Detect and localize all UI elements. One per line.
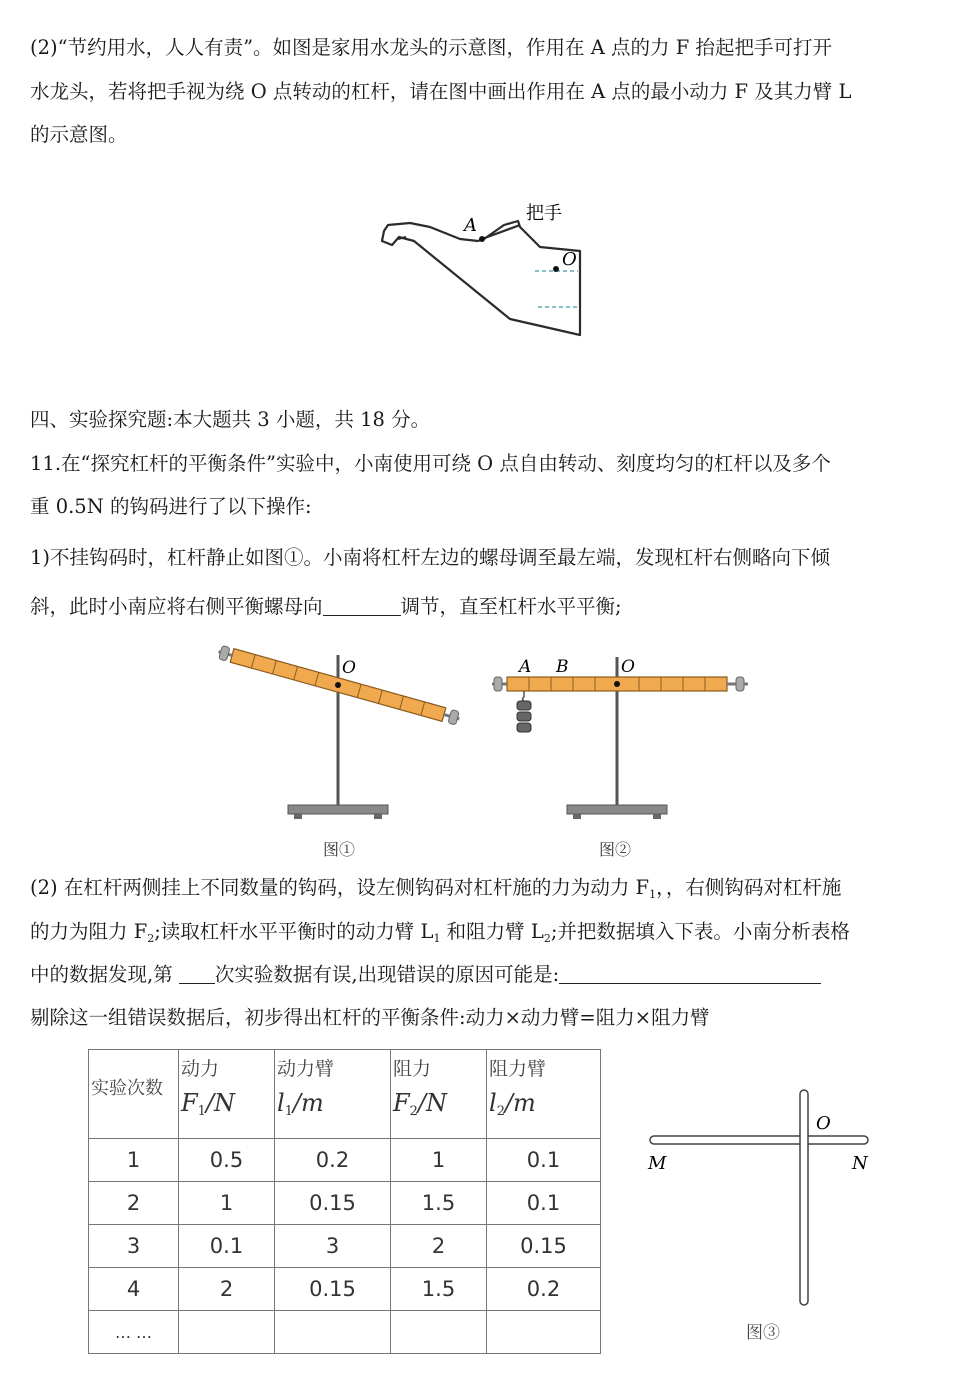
stand-base	[567, 805, 667, 814]
table-cell: 1	[179, 1182, 275, 1225]
table-cell: 3	[275, 1225, 391, 1268]
part2-text-2d: ;并把数据填入下表。小南分析表格	[550, 920, 850, 943]
answer-blank-trial-number[interactable]	[179, 965, 215, 984]
header-effort-arm-unit: /m	[292, 1089, 324, 1117]
table-header-row	[89, 1050, 601, 1139]
header-trial-number: 实验次数	[89, 1050, 179, 1139]
table-cell: 0.15	[487, 1225, 601, 1268]
header-load-arm-sym: l	[489, 1089, 497, 1117]
table-cell: 1	[89, 1139, 179, 1182]
table-row	[89, 1311, 601, 1354]
part1-line-1: 1)不挂钩码时，杠杆静止如图①。小南将杠杆左边的螺母调至最左端，发现杠杆右侧略向下倾	[30, 546, 831, 569]
stand-base-foot	[573, 814, 581, 819]
table-row	[89, 1182, 601, 1225]
part1-text-a: 斜，此时小南应将右侧平衡螺母向	[30, 595, 323, 618]
q11-line-1: 11.在“探究杠杆的平衡条件”实验中，小南使用可绕 O 点自由转动、刻度均匀的杠杆以及多个	[30, 452, 831, 475]
part2-line-2	[30, 922, 850, 944]
figure-1-tilted-lever	[200, 645, 490, 860]
part2-sub-2: 2	[147, 932, 155, 945]
fig2-caption: 图②	[599, 840, 632, 859]
header-effort-sym: F	[181, 1089, 198, 1117]
figure-2-balanced-lever	[480, 645, 760, 860]
table-row	[89, 1225, 601, 1268]
hook-weights	[517, 691, 531, 732]
pivot-o-dot	[335, 682, 341, 688]
part1-text-b: 调节，直至杠杆水平平衡;	[400, 595, 622, 618]
table-cell	[275, 1311, 391, 1354]
part2-line-1	[30, 878, 841, 900]
part2-text-2c: 和阻力臂 L	[440, 920, 544, 943]
right-balance-nut	[736, 677, 744, 691]
header-effort-arm-sub: 1	[284, 1104, 293, 1119]
point-a-label: A	[464, 215, 477, 236]
vertical-rod	[800, 1090, 808, 1305]
header-load-sub: 2	[409, 1104, 418, 1119]
part2-text-2b: ;读取杠杆水平平衡时的动力臂 L	[154, 920, 434, 943]
section-4-heading: 四、实验探究题:本大题共 3 小题，共 18 分。	[30, 408, 431, 431]
header-load-arm-unit: /m	[504, 1089, 536, 1117]
part2-text-2a: 的力为阻力 F	[30, 920, 148, 943]
table-cell: 0.2	[275, 1139, 391, 1182]
header-load-unit: /N	[417, 1089, 448, 1117]
header-load-sym: F	[393, 1089, 410, 1117]
table-cell: 2	[179, 1268, 275, 1311]
stand-base-foot	[653, 814, 661, 819]
part2-sub-1: 1	[649, 888, 657, 901]
part2-text-1a: (2) 在杠杆两侧挂上不同数量的钩码，设左侧钩码对杠杆施的力为动力 F	[30, 876, 650, 899]
table-cell: 2	[391, 1225, 487, 1268]
figure-3-cross-lever	[640, 1085, 880, 1355]
header-effort-arm-sym: l	[277, 1089, 285, 1117]
fig1-point-o-label: O	[342, 658, 356, 678]
point-o-label: O	[562, 249, 577, 270]
header-effort-arm: 动力臂 $l_1/m$	[275, 1050, 391, 1139]
table-cell	[179, 1311, 275, 1354]
header-load: 阻力 $F_2/N$	[391, 1050, 487, 1139]
fig2-point-b-label: B	[556, 657, 569, 677]
faucet-diagram	[370, 195, 590, 340]
left-balance-nut	[494, 677, 502, 691]
q2-line-3: 的示意图。	[30, 123, 128, 146]
fig3-point-m-label: M	[648, 1153, 667, 1174]
q2-line-2: 水龙头，若将把手视为绕 O 点转动的杠杆，请在图中画出作用在 A 点的最小动力 F 及其力臂 L	[30, 80, 852, 103]
table-cell: 3	[89, 1225, 179, 1268]
table-cell: 1.5	[391, 1182, 487, 1225]
part2-sub-4: 2	[543, 932, 551, 945]
fig2-point-a-label: A	[519, 657, 532, 677]
table-cell: 0.15	[275, 1182, 391, 1225]
header-effort-unit: /N	[205, 1089, 236, 1117]
table-cell: 1	[391, 1139, 487, 1182]
stand-base	[288, 805, 388, 814]
table-cell: 0.1	[179, 1225, 275, 1268]
table-cell: 4	[89, 1268, 179, 1311]
header-effort: 动力 $F_1/N$	[179, 1050, 275, 1139]
part2-text-1b: ，，右侧钩码对杠杆施	[656, 876, 842, 899]
experiment-data-table	[88, 1049, 601, 1354]
answer-blank-error-reason[interactable]	[559, 965, 821, 984]
table-cell: 2	[89, 1182, 179, 1225]
q2-line-1: (2)“节约用水，人人有责”。如图是家用水龙头的示意图，作用在 A 点的力 F 抬起把手可打开	[30, 36, 832, 59]
fig1-caption: 图①	[323, 840, 356, 859]
part1-line-2	[30, 597, 622, 617]
fig3-caption: 图③	[746, 1323, 780, 1343]
part2-line-3	[30, 965, 821, 985]
stand-base-foot	[374, 814, 382, 819]
table-cell: 1.5	[391, 1268, 487, 1311]
pivot-o-dot	[614, 681, 620, 687]
header-effort-sub: 1	[197, 1104, 206, 1119]
part2-text-3a: 中的数据发现,第	[30, 963, 179, 986]
point-a-dot	[479, 236, 485, 242]
header-load-arm: 阻力臂 $l_2/m$	[487, 1050, 601, 1139]
fig3-point-n-label: N	[852, 1153, 868, 1174]
fig2-point-o-label: O	[621, 657, 635, 677]
table-cell	[487, 1311, 601, 1354]
table-row	[89, 1268, 601, 1311]
part2-line-4: 剔除这一组错误数据后，初步得出杠杆的平衡条件:动力×动力臂=阻力×阻力臂	[30, 1006, 710, 1029]
table-cell: 0.1	[487, 1139, 601, 1182]
table-cell: 0.1	[487, 1182, 601, 1225]
table-cell: 0.2	[487, 1268, 601, 1311]
table-cell	[391, 1311, 487, 1354]
part2-text-3b: 次实验数据有误,出现错误的原因可能是:	[214, 963, 560, 986]
table-cell: 0.15	[275, 1268, 391, 1311]
horizontal-rod-mn	[650, 1136, 868, 1144]
table-cell: … …	[89, 1311, 179, 1354]
stand-base-foot	[294, 814, 302, 819]
header-load-arm-sub: 2	[496, 1104, 505, 1119]
table-cell: 0.5	[179, 1139, 275, 1182]
point-o-dot	[553, 266, 559, 272]
q11-line-2: 重 0.5N 的钩码进行了以下操作:	[30, 495, 312, 518]
fig3-point-o-label: O	[816, 1113, 831, 1134]
handle-label: 把手	[526, 203, 562, 224]
table-row	[89, 1139, 601, 1182]
answer-blank-direction[interactable]	[323, 597, 401, 616]
part2-sub-3: 1	[433, 932, 441, 945]
